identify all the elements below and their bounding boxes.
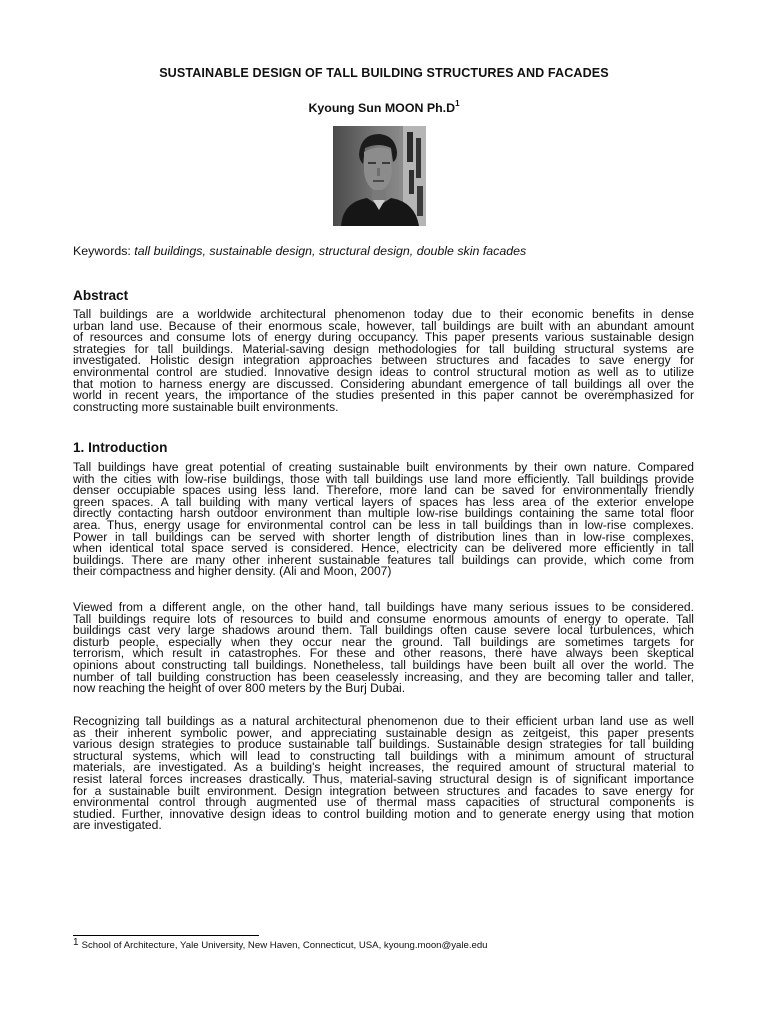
- keywords-label: Keywords:: [73, 244, 135, 258]
- paragraph-line: now reaching the height of over 800 meters by the Burj Dubai.: [73, 681, 406, 696]
- keywords-line: [73, 244, 526, 258]
- author-line: [0, 100, 768, 115]
- paragraph-line: various design strategies to produce sustainable tall buildings. Sustainable design strategies for tall building: [73, 737, 694, 752]
- paragraph-line: number of tall building construction has been ceaselessly increasing, and they are becoming taller and taller,: [73, 669, 694, 684]
- abstract-line: urban land use. Because of their enormous scale, however, tall buildings are built with an abundant amount: [73, 318, 694, 333]
- paragraph-line: buildings cast very large shadows around them. Tall buildings often cause severe local turbulences, which: [73, 623, 694, 638]
- paragraph-line: their compactness and higher density. (Ali and Moon, 2007): [73, 564, 392, 579]
- abstract-line: Tall buildings are a worldwide architectural phenomenon today due to their economic benefits in dense: [73, 307, 694, 321]
- abstract-line: of resources and consume lots of energy during occupancy. This paper presents various sustainable design: [73, 330, 694, 345]
- paragraph-line: Tall buildings have great potential of creating sustainable built environments by their own nature. Compared: [73, 460, 694, 474]
- abstract-heading: Abstract: [73, 288, 129, 303]
- footnote-text: School of Architecture, Yale University, New Haven, Connecticut, USA, kyoung.moon@yale.edu: [81, 940, 488, 951]
- paragraph-line: Viewed from a different angle, on the other hand, tall buildings have many serious issues to be considered.: [73, 600, 694, 614]
- introduction-paragraph-1: [73, 462, 694, 578]
- abstract-line: strategies for tall buildings. Material-saving design methodologies for tall building structural systems are: [73, 341, 694, 356]
- paragraph-line: for a sustainable built environment. Design integration between structures and facades to save energy for: [73, 783, 694, 798]
- paper-title: SUSTAINABLE DESIGN OF TALL BUILDING STRUCTURES AND FACADES: [159, 66, 609, 80]
- introduction-heading: 1. Introduction: [73, 440, 168, 455]
- abstract-line: constructing more sustainable built environments.: [73, 399, 339, 414]
- abstract-line: investigated. Holistic design integration approaches between structures and facades to save energy for: [73, 353, 694, 368]
- paragraph-line: are investigated.: [73, 818, 162, 833]
- paragraph-line: materials, are investigated. As a building's height increases, the required amount of structural material to: [73, 760, 694, 775]
- paragraph-line: Power in tall buildings can be served with shorter length of distribution lines than in low-rise complexes,: [73, 529, 694, 544]
- paragraph-line: as their inherent symbolic power, and appreciating sustainable design as zeitgeist, this paper presents: [73, 725, 694, 740]
- paragraph-line: denser occupiable spaces using less land. Therefore, more land can be saved for environmentally friendly: [73, 483, 694, 498]
- paragraph-line: Tall buildings require lots of resources to build and consume enormous amounts of energy to operate. Tall: [73, 611, 694, 626]
- introduction-paragraph-2: [73, 602, 694, 695]
- paragraph-line: disturb people, especially when they occur near the ground. Tall buildings are sometimes targets for: [73, 634, 694, 649]
- author-footnote-mark: 1: [455, 99, 460, 108]
- paragraph-line: structural systems, which will lead to constructing tall buildings with a minimum amount of structural: [73, 748, 694, 763]
- paragraph-line: terrorism, which result in catastrophes. For these and other reasons, there have always been skeptical: [73, 646, 694, 661]
- footnote-divider: [73, 935, 259, 936]
- paragraph-line: opinions about constructing tall buildings. Nonetheless, tall buildings have been built all over the world. The: [73, 657, 694, 672]
- abstract-line: world in recent years, the importance of the studies presented in this paper cannot be overemphasized for: [73, 388, 694, 403]
- paragraph-line: environmental control through augmented use of thermal mass capacities of structural components is: [73, 795, 694, 810]
- footnote: [73, 937, 488, 951]
- paragraph-line: area. Thus, energy usage for environmental control can be less in tall buildings than in low-rise complexes.: [73, 517, 694, 532]
- paragraph-line: Recognizing tall buildings as a natural architectural phenomenon due to their efficient urban land use as well: [73, 714, 694, 728]
- paragraph-line: resist lateral forces increases drastically. Thus, material-saving structural design is of significant importance: [73, 771, 694, 786]
- paragraph-line: directly contacting harsh outdoor environment than multiple low-rise buildings containing the same total floor: [73, 506, 694, 521]
- author-name: Kyoung Sun MOON Ph.D: [308, 101, 456, 116]
- paragraph-line: green spaces. A tall building with many vertical layers of spaces has less area of the exterior envelope: [73, 494, 694, 509]
- abstract-line: environmental control are studied. Innovative design ideas to control structural motion as well as to utilize: [73, 364, 694, 379]
- paragraph-line: buildings. There are many other inherent sustainable features tall buildings can provide, which come from: [73, 552, 694, 567]
- author-portrait-image: [333, 126, 426, 226]
- abstract-line: that motion to harness energy are discussed. Considering abundant emergence of tall buildings all over the: [73, 376, 694, 391]
- author-photo: [333, 126, 426, 226]
- paragraph-line: with the cities with low-rise buildings, those with tall buildings use land more efficiently. Tall buildings provide: [73, 471, 694, 486]
- abstract-paragraph: [73, 309, 694, 413]
- footnote-mark: 1: [73, 937, 79, 948]
- keywords-values: tall buildings, sustainable design, structural design, double skin facades: [134, 244, 527, 258]
- paragraph-line: when identical total space served is considered. Hence, electricity can be delivered more efficiently in tall: [73, 541, 694, 556]
- paragraph-line: studied. Further, innovative design ideas to control building motion and to generate energy using that motion: [73, 806, 694, 821]
- introduction-paragraph-3: [73, 716, 694, 832]
